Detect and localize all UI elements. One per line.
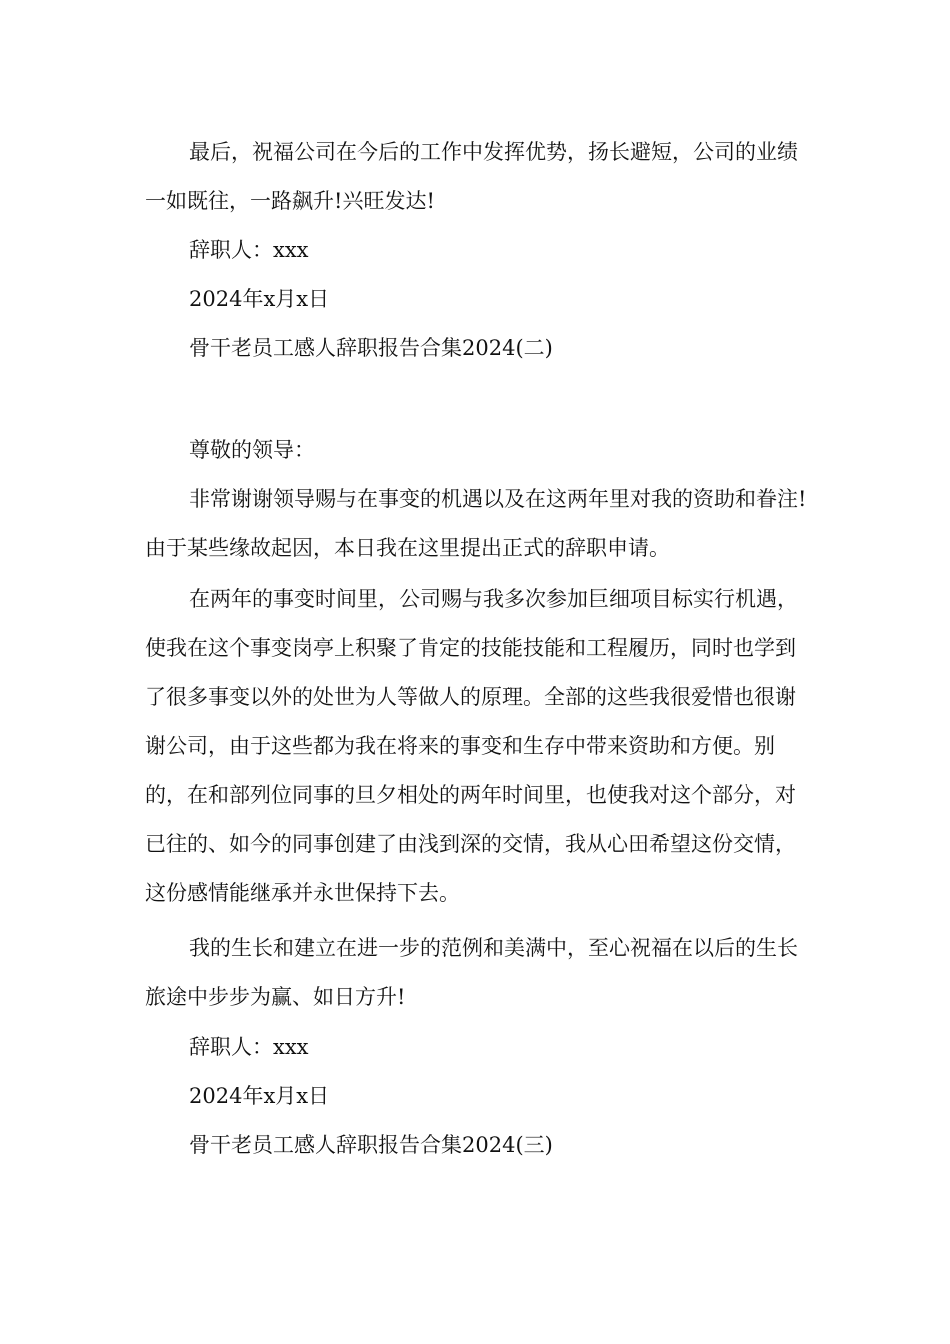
salutation: 尊敬的领导：: [189, 438, 315, 462]
body-paragraph-2: 在两年的事变时间里，公司赐与我多次参加巨细项目标实行机遇，使我在这个事变岗亭上积聚了肯定的技能技能和工程履历，同时也学到了很多事变以外的处世为人等做人的原理。全部的这些我很爱惜也很谢谢公司，由于这些都为我在将来的事变和生存中带来资助和方便。别的，在和部列位同事的旦夕相处的两年时间里，也使我对这个部分，对已往的、如今的同事创建了由浅到深的交情，我从心田希望这份交情，这份感情能继承并永世保持下去。: [145, 587, 798, 905]
body-paragraph-1: 非常谢谢领导赐与在事变的机遇以及在这两年里对我的资助和眷注!由于某些缘故起因，本日我在这里提出正式的辞职申请。: [145, 487, 807, 560]
section-title-3: 骨干老员工感人辞职报告合集2024(三): [189, 1133, 553, 1157]
date-line-1: 2024年x月x日: [189, 287, 330, 311]
date-line-2: 2024年x月x日: [189, 1084, 330, 1108]
body-paragraph-3: 我的生长和建立在进一步的范例和美满中，至心祝福在以后的生长旅途中步步为赢、如日方升!: [145, 936, 798, 1009]
section-title-2: 骨干老员工感人辞职报告合集2024(二): [189, 336, 553, 360]
signature-line-2: 辞职人：xxx: [189, 1035, 309, 1059]
signature-line-1: 辞职人：xxx: [189, 238, 309, 262]
closing-paragraph: 最后，祝福公司在今后的工作中发挥优势，扬长避短，公司的业绩一如既往，一路飙升!兴旺发达!: [145, 140, 798, 213]
